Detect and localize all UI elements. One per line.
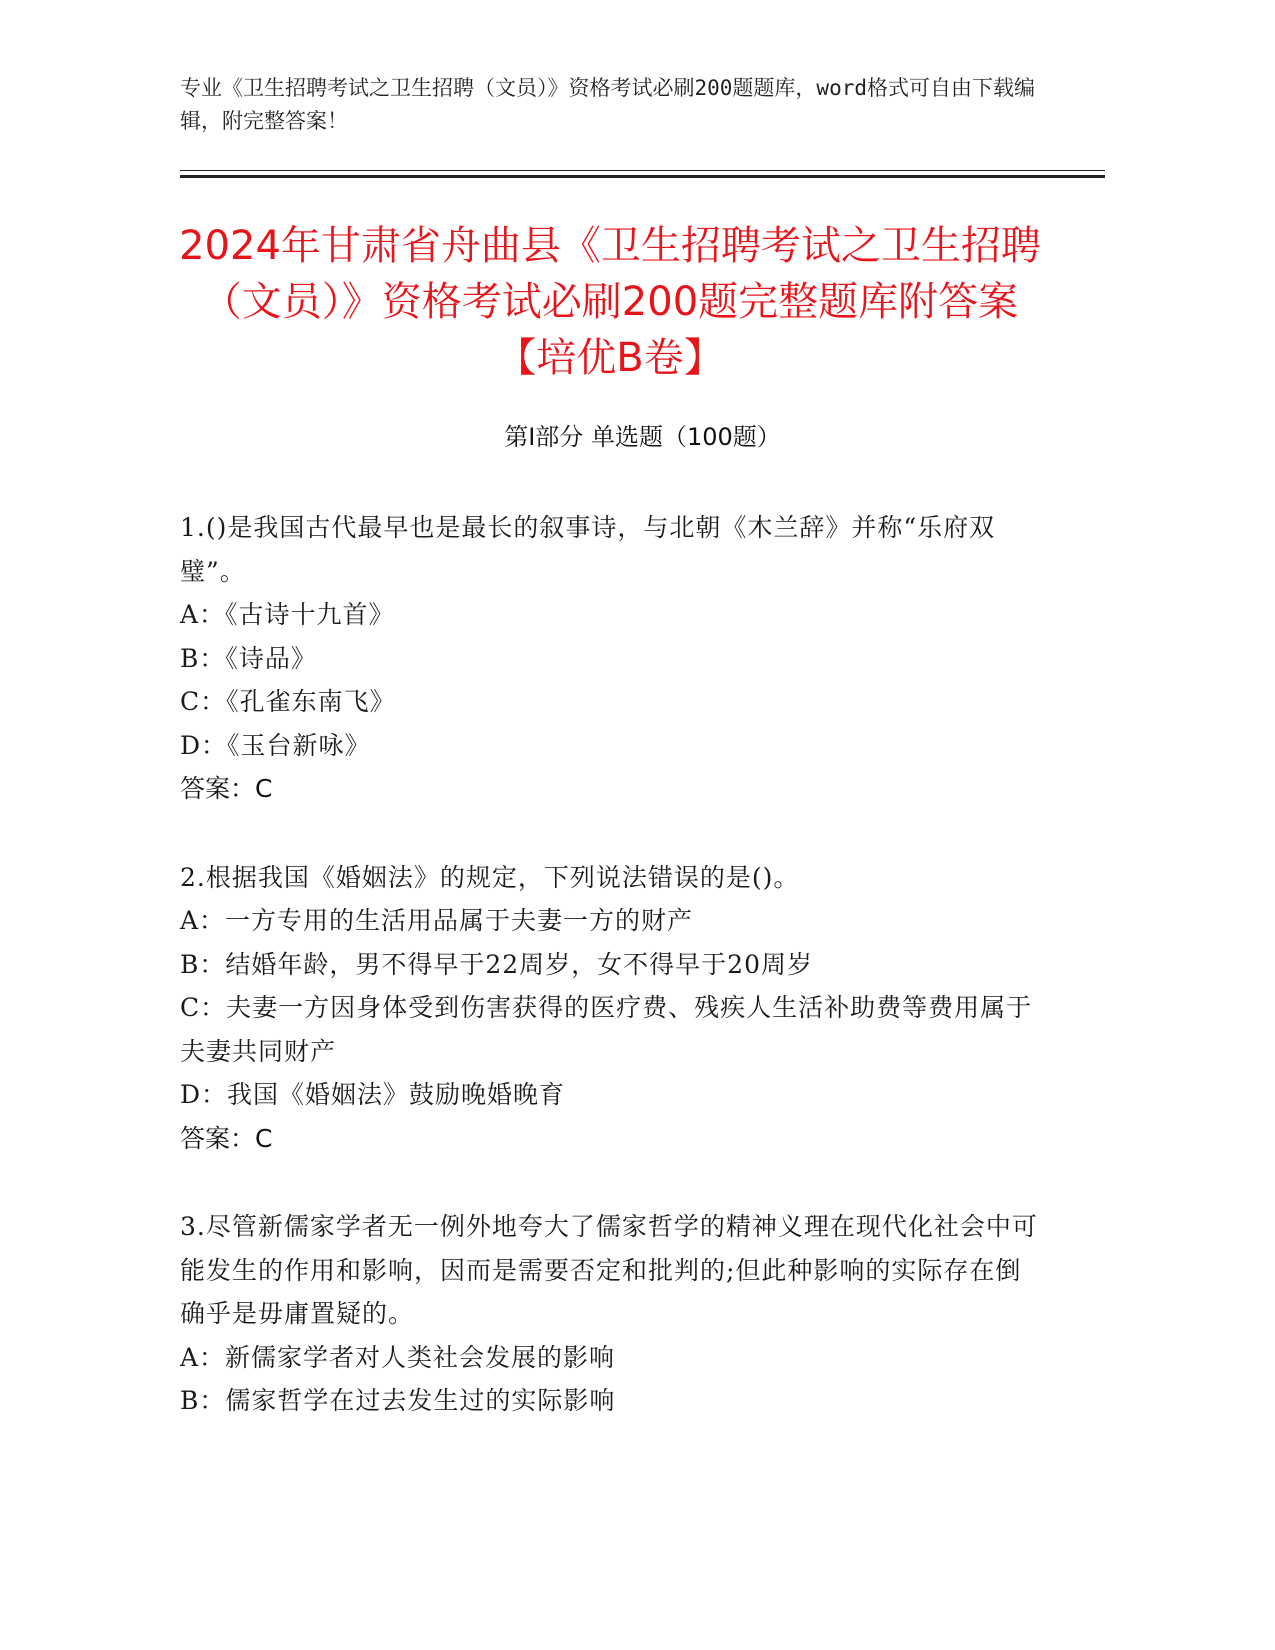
header-rule-thin — [180, 170, 1105, 171]
header-note: 专业《卫生招聘考试之卫生招聘（文员）》资格考试必刷200题题库，word格式可自由下载编辑，附完整答案！ — [180, 76, 1035, 133]
answer: 答案：C — [180, 1123, 273, 1153]
document-title: 2024年甘肃省舟曲县《卫生招聘考试之卫生招聘（文员）》资格考试必刷200题完整题库附答案【培优B卷】 — [179, 223, 1041, 381]
header-rule-thick — [180, 175, 1105, 178]
question-1 — [180, 506, 1040, 811]
option-c: C：夫妻一方因身体受到伤害获得的医疗费、残疾人生活补助费等费用属于夫妻共同财产 — [180, 993, 1033, 1066]
option-a: A：《古诗十九首》 — [180, 600, 395, 629]
question-stem: 1.()是我国古代最早也是最长的叙事诗，与北朝《木兰辞》并称“乐府双璧”。 — [180, 513, 996, 586]
section-heading: 第Ⅰ部分 单选题（100题） — [504, 423, 781, 451]
question-stem: 2.根据我国《婚姻法》的规定，下列说法错误的是()。 — [180, 862, 800, 892]
option-c: C：《孔雀东南飞》 — [180, 687, 396, 716]
option-b: B：儒家哲学在过去发生过的实际影响 — [180, 1386, 616, 1415]
question-list — [180, 506, 1040, 1468]
option-b: B：《诗品》 — [180, 643, 317, 673]
question-2 — [180, 856, 1040, 1161]
question-stem: 3.尽管新儒家学者无一例外地夸大了儒家哲学的精神义理在现代化社会中可能发生的作用和影响，因而是需要否定和批判的;但此种影响的实际存在倒确乎是毋庸置疑的。 — [180, 1212, 1038, 1328]
answer: 答案：C — [180, 774, 273, 803]
option-d: D：《玉台新咏》 — [180, 730, 371, 760]
option-a: A：一方专用的生活用品属于夫妻一方的财产 — [180, 906, 694, 935]
option-d: D：我国《婚姻法》鼓励晚婚晚育 — [180, 1080, 566, 1109]
question-3 — [180, 1205, 1040, 1423]
option-a: A：新儒家学者对人类社会发展的影响 — [180, 1342, 616, 1372]
option-b: B：结婚年龄，男不得早于22周岁，女不得早于20周岁 — [180, 949, 813, 979]
